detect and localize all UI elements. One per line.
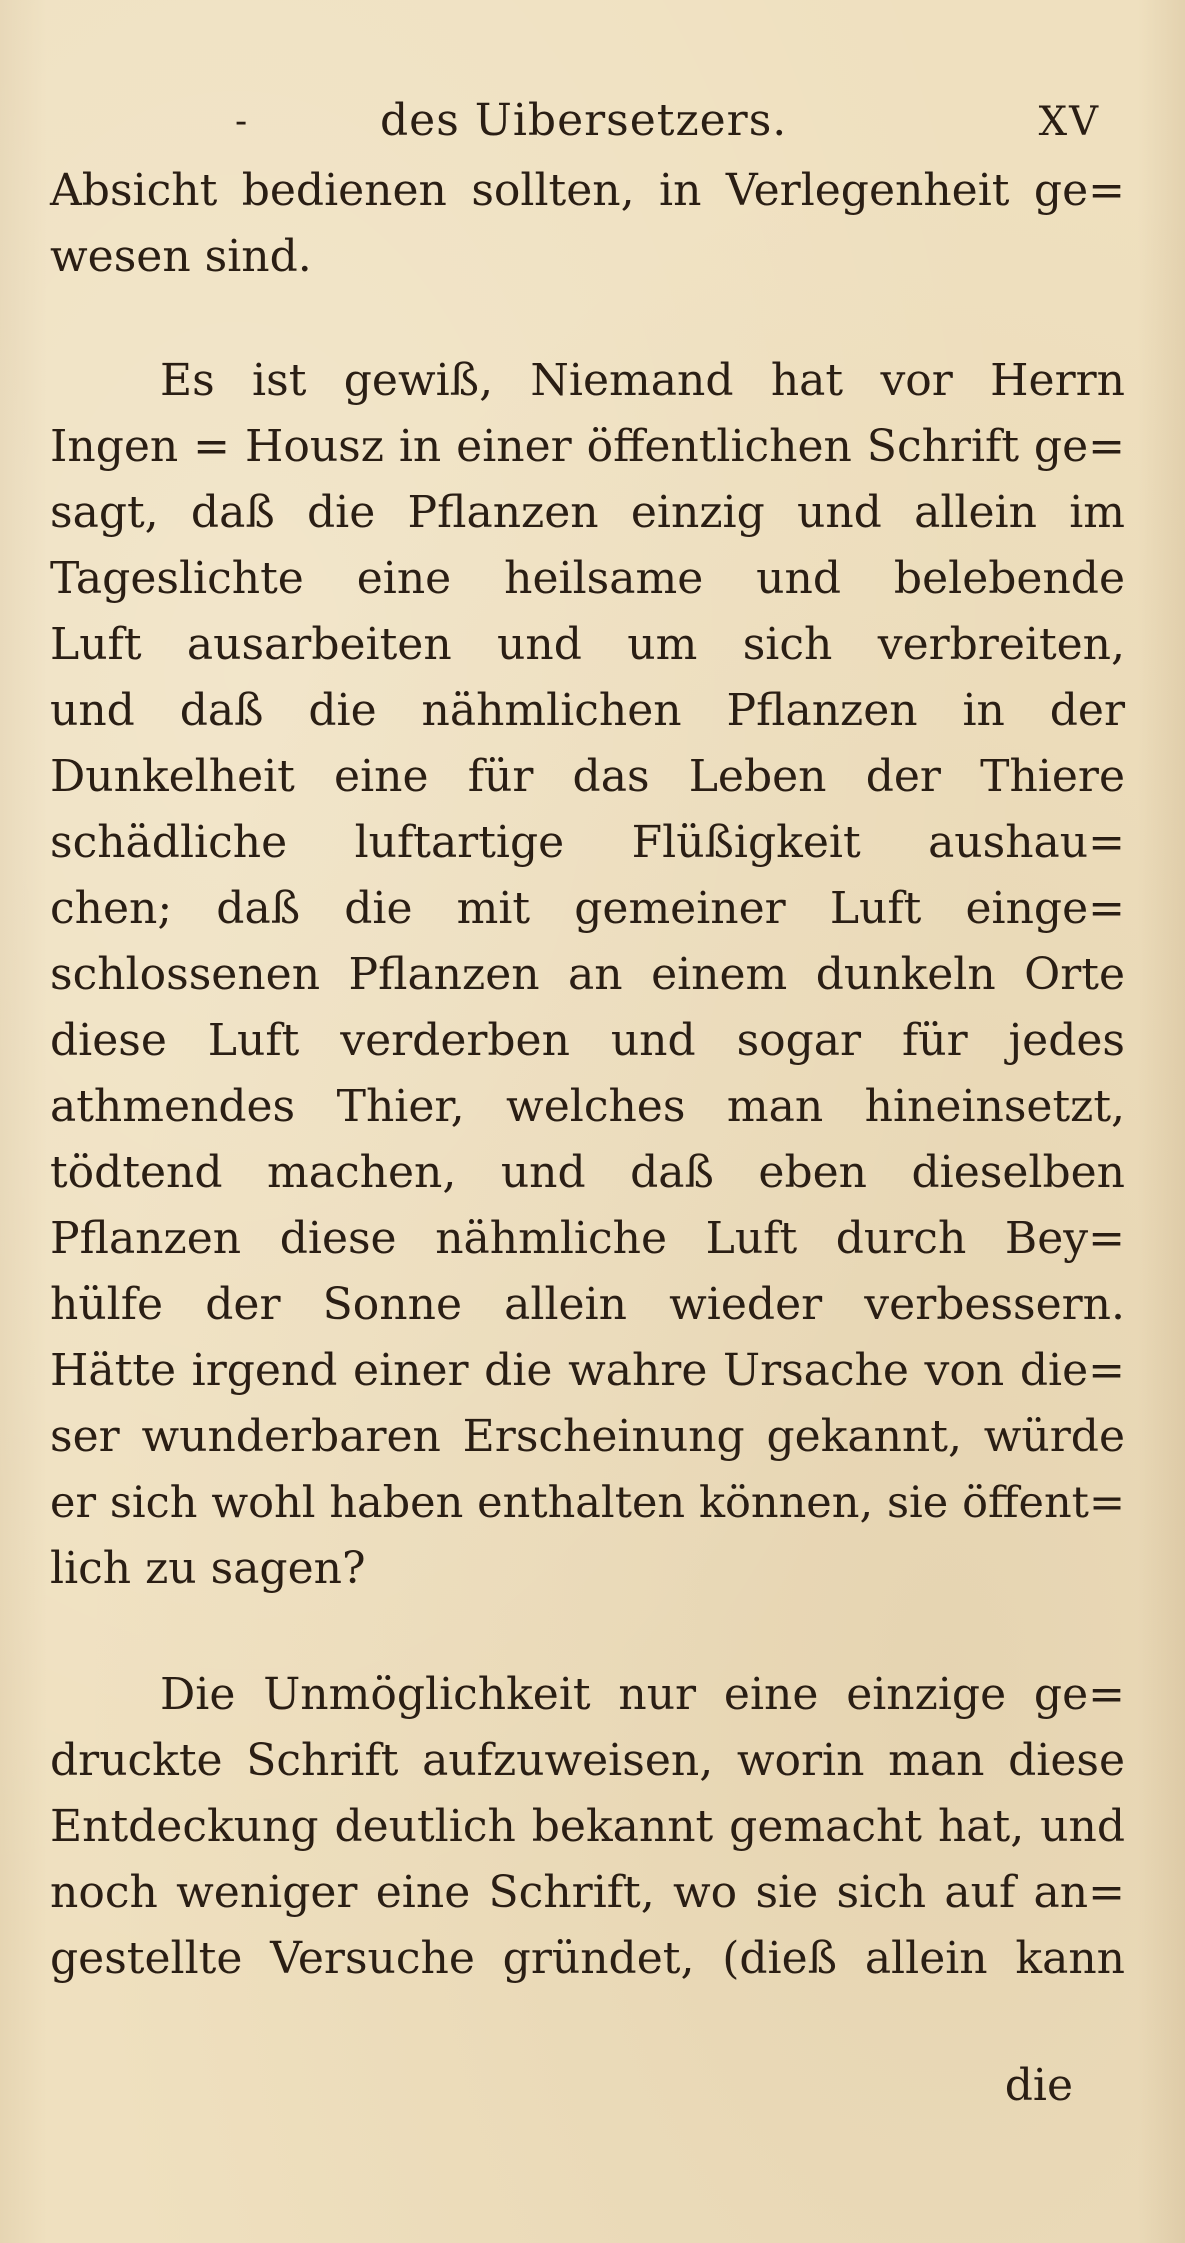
- text-line: noch weniger eine Schrift, wo sie sich auf an=: [50, 1867, 1125, 1918]
- text-line: Absicht bedienen sollten, in Verlegenheit ge=: [50, 165, 1125, 216]
- text-line: hülfe der Sonne allein wieder verbessern.: [50, 1279, 1125, 1330]
- header-dash: -: [235, 101, 248, 142]
- paragraph-3: [50, 1662, 1125, 1992]
- catchword: die: [1004, 2060, 1073, 2111]
- text-line: Es ist gewiß, Niemand hat vor Herrn: [160, 355, 1125, 406]
- text-line: Hätte irgend einer die wahre Ursache von die=: [50, 1345, 1125, 1396]
- text-line: athmendes Thier, welches man hineinsetzt,: [50, 1081, 1125, 1132]
- text-line: wesen sind.: [50, 231, 312, 282]
- text-line: Luft ausarbeiten und um sich verbreiten,: [50, 619, 1125, 670]
- page-header: [0, 95, 1185, 155]
- text-line: diese Luft verderben und sogar für jedes: [50, 1015, 1125, 1066]
- text-line: druckte Schrift aufzuweisen, worin man diese: [50, 1735, 1125, 1786]
- text-line: und daß die nähmlichen Pflanzen in der: [50, 685, 1125, 736]
- page-body: [50, 158, 1125, 1992]
- page-number: XV: [1038, 99, 1100, 145]
- text-line: ser wunderbaren Erscheinung gekannt, würde: [50, 1411, 1125, 1462]
- running-title: des Uibersetzers.: [380, 95, 788, 146]
- text-line: schlossenen Pflanzen an einem dunkeln Orte: [50, 949, 1125, 1000]
- text-line: lich zu sagen?: [50, 1543, 366, 1594]
- paragraph-2: [50, 348, 1125, 1602]
- text-line: Pflanzen diese nähmliche Luft durch Bey=: [50, 1213, 1125, 1264]
- text-line: Die Unmöglichkeit nur eine einzige ge=: [160, 1669, 1125, 1720]
- text-line: gestellte Versuche gründet, (dieß allein kann: [50, 1933, 1125, 1984]
- text-line: Tageslichte eine heilsame und belebende: [50, 553, 1125, 604]
- text-line: chen; daß die mit gemeiner Luft einge=: [50, 883, 1125, 934]
- text-line: Ingen = Housz in einer öffentlichen Schrift ge=: [50, 421, 1125, 472]
- text-line: sagt, daß die Pflanzen einzig und allein im: [50, 487, 1125, 538]
- text-line: tödtend machen, und daß eben dieselben: [50, 1147, 1125, 1198]
- text-line: er sich wohl haben enthalten können, sie öffent=: [50, 1478, 1125, 1528]
- text-line: Dunkelheit eine für das Leben der Thiere: [50, 751, 1125, 802]
- paragraph-1: [50, 158, 1125, 290]
- text-line: schädliche luftartige Flüßigkeit aushau=: [50, 817, 1125, 868]
- text-line: Entdeckung deutlich bekannt gemacht hat, und: [50, 1801, 1125, 1852]
